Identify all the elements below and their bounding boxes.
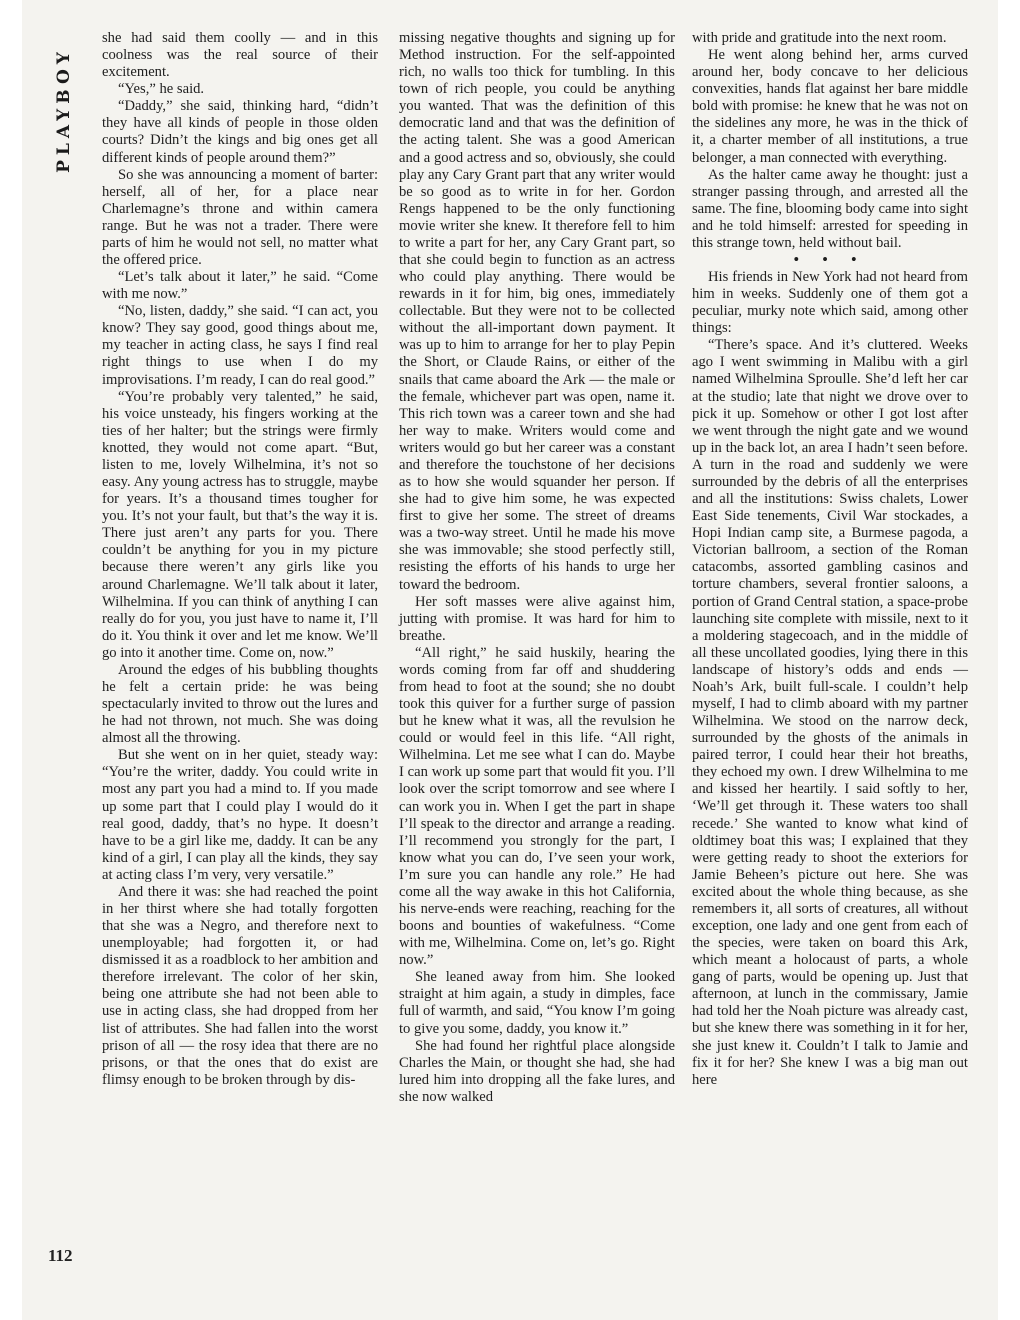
paragraph: So she was announcing a moment of barter: herself, all of her, for a place near Charlemagne’s throne and within camera range. But he was not a trader. There were parts of him he would not sell, no matter what the offered price. [102, 166, 378, 269]
paragraph: He went along behind her, arms curved around her, body concave to her delicious convexities, hands flat against her bare middle bold with promise: he knew that he was not on the sidelines any more, he was in the thick of it, a charter member of all institutions, a true belonger, a man connected with everything. [692, 47, 968, 166]
paragraph: And there it was: she had reached the point in her thirst where she had totally forgotten that she was a Negro, and therefore next to unemployable; had forgotten it, or had dismissed it as a roadblock to her ambition and therefore irrelevant. The color of her skin, being one attribute she had not been able to use in acting class, she had dropped from her list of attributes. She had fallen into the worst prison of all — the rosy idea that there are no prisons, or that the ones that do exist are flimsy enough to be broken through by dis- [102, 883, 378, 1088]
magazine-name: PLAYBOY [54, 47, 74, 173]
paragraph: she had said them coolly — and in this coolness was the real source of their excitement. [102, 30, 378, 81]
paragraph: missing negative thoughts and signing up for Method instruction. For the self-appointed rich, no walls too thick for tumbling. In this town of rich people, you could be anything you wanted. That was the definition of this democratic land and that was the definition of the acting talent. She was a good American and a good actress and so, obviously, she could play any Cary Grant part that any writer would be so good as to write in for her. Gordon Rengs happened to be the only functioning movie writer she knew. It therefore fell to him to write a part for her, any Cary Grant part, so that she could begin to function as an actress who could play anything. There would be rewards in it for him, big ones, immediately collectable. But they were not to be collected without the all-important down payment. It was up to him to arrange for her to play Pepin the Short, or Claude Rains, or either of the snails that came aboard the Ark — the male or the female, whichever part was open, name it. This rich town was a career town and she had her way to make. Writers would come and writers would go but her career was a constant and therefore the touchstone of her decisions as to how she would squander her person. If she had to give him some, he was expected first to give her some. The street of dreams was a two-way street. Until he made his move she was immovable; she stood perfectly still, resisting the efforts of his hands to urge her toward the bedroom. [399, 30, 675, 593]
paragraph: “Yes,” he said. [118, 81, 205, 98]
paragraph: But she went on in her quiet, steady way: “You’re the writer, daddy. You could write in most any part you had a mind to. If you made up some part that I could play I would do it real good, daddy, that’s no hype. It doesn’t have to be a girl like me, daddy. It can be any kind of a girl, I can play all the kinds, they say at acting class I’m very, very versatile.” [102, 747, 378, 883]
paragraph: “Let’s talk about it later,” he said. “Come with me now.” [102, 269, 378, 303]
section-separator: • • • [793, 252, 867, 269]
paragraph: As the halter came away he thought: just a stranger passing through, and arrested all the same. The fine, blooming body came into sight and he told himself: arrested for speeding in this strange town, held without bail. [692, 166, 968, 251]
paragraph: Her soft masses were alive against him, jutting with promise. It was hard for him to breathe. [399, 593, 675, 644]
page-number: 112 [48, 1246, 73, 1265]
paragraph: “Daddy,” she said, thinking hard, “didn’t they have all kinds of people in those olden courts? Didn’t the kings and big ones get all different kinds of people around them?” [102, 98, 378, 166]
paragraph: “All right,” he said huskily, hearing the words coming from far off and shuddering from head to foot at the sound; she no doubt took this quiver for a further surge of passion but he knew what it was, all the revulsion he could or would feel in this life. “All right, Wilhelmina. Let me see what I can do. Maybe I can work up some part that would fit you. I’ll look over the script tomorrow and see where I can work you in. When I get the part in shape I’ll speak to the director and arrange a reading. I’ll recommend you strongly for the part, I know what you can do, I’ve seen your work, I’m sure you can handle any role.” He had come all the way awake in this hot California, his nerve-ends were reaching, reaching for the boons and bounties of wakefulness. “Come with me, Wilhelmina. Come on, let’s go. Right now.” [399, 644, 675, 969]
paragraph: She had found her rightful place alongside Charles the Main, or thought she had, she had lured him into dropping all the fake lures, and she now walked [399, 1037, 675, 1105]
paragraph: “You’re probably very talented,” he said, his voice unsteady, his fingers working at the ties of her halter; but the strings were firmly knotted, they would not come apart. “But, listen to me, lovely Wilhelmina, it’s not so easy. Any young actress has to struggle, maybe for years. It’s a thousand times tougher for you. It’s not your fault, but that’s the way it is. There just aren’t any parts for you. There couldn’t be anything for you in my picture because there weren’t any girls like you around Charlemagne. We’ll talk about it later, Wilhelmina. If you can think of anything I can really do for you, you just have to name it, I’ll do it. You think it over and let me know. We’ll go into it another time. Come on, now.” [102, 388, 378, 661]
magazine-masthead [50, 30, 78, 190]
magazine-page [22, 0, 998, 1320]
paragraph: “There’s space. And it’s cluttered. Weeks ago I went swimming in Malibu with a girl named Wilhelmina Sproulle. She’d left her car at the studio; late that night we drove over to pick it up. Somehow or other I got lost after we went through the night gate and we wound up in the back lot, an area I hadn’t seen before. A turn in the road and suddenly we were surrounded by the debris of all the enterprises and all the institutions: Swiss chalets, Lower East Side tenements, Civil War stockades, a Hopi Indian camp site, a Burmese pagoda, a Victorian ballroom, a section of the Roman catacombs, assorted gambling casinos and torture chambers, several frontier saloons, a portion of Grand Central station, a space-probe launching site complete with missile, next to it a moldering stagecoach, and in the middle of all these uncollated goodies, lying there in this landscape of history’s odds and ends — Noah’s Ark, built full-scale. I couldn’t help myself, I had to climb aboard with my partner Wilhelmina. We stood on the narrow deck, surrounded by the ghosts of the animals in paired terror, I could hear their hot breaths, they echoed my own. I drew Wilhelmina to me and kissed her heartily. I said softly to her, ‘We’ll get through it. These waters too shall recede.’ She wanted to know what kind of oldtimey boat this was; I explained that they were getting ready to shoot the exteriors for Jamie Beheen’s picture out here. She was excited about the whole thing because, as she remembers it, all sorts of creatures, all without exception, one lady and one gent from each of the species, were taken on board this Ark, which meant a holocaust of parts, a whole gang of parts, would be opening up. Just that afternoon, at lunch in the commissary, Jamie had told her the Noah picture was already cast, but she knew there was something in it for her, she just knew it. Couldn’t I talk to Jamie and fix it for her? She knew I was a big man out here [692, 337, 968, 1088]
article-column-2 [399, 30, 675, 1106]
paragraph: Around the edges of his bubbling thoughts he felt a certain pride: he was being spectacularly invited to throw out the lures and he had not thrown, not much. She was doing almost all the throwing. [102, 661, 378, 747]
paragraph: His friends in New York had not heard from him in weeks. Suddenly one of them got a peculiar, murky note which said, among other things: [692, 269, 968, 337]
paragraph: “No, listen, daddy,” she said. “I can act, you know? They say good, good things about me, my teacher in acting class, he says I find real right things to use when I do my improvisations. I’m ready, I can do real good.” [102, 303, 378, 388]
article-column-3 [692, 30, 968, 1089]
paragraph: She leaned away from him. She looked straight at him again, a study in dimples, face full of warmth, and said, “You know I’m going to give you some, daddy, you know it.” [399, 969, 675, 1037]
article-column-1 [102, 30, 378, 1089]
paragraph: with pride and gratitude into the next room. [692, 30, 947, 46]
